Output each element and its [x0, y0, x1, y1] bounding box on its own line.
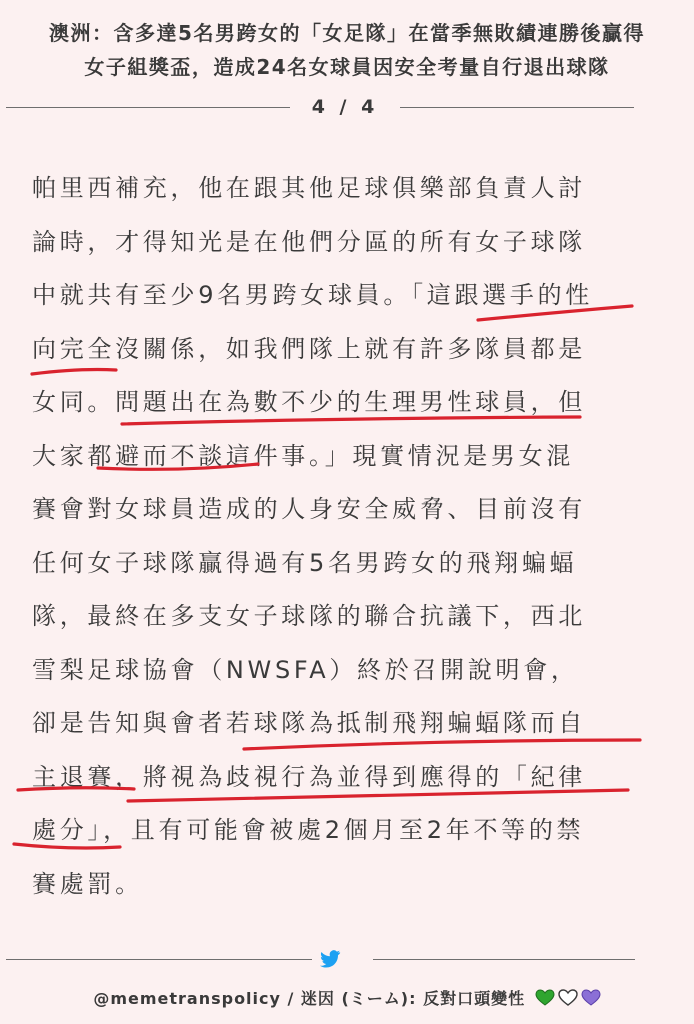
body-line: 雪梨足球協會（NWSFA）終於召開說明會，: [32, 655, 579, 684]
article-body: [32, 162, 638, 911]
body-line: 中就共有至少9名男跨女球員。「這跟選手的性: [32, 281, 593, 309]
white-heart-icon: [559, 990, 577, 1005]
credit-text: @memetranspolicy / 迷因 (ミーム): 反對口頭變性: [93, 989, 526, 1008]
body-line: 向完全沒關係，如我們隊上就有許多隊員都是: [32, 334, 586, 363]
twitter-bird-icon: [318, 948, 342, 970]
body-line: 主退賽，將視為歧視行為並得到應得的「紀律: [32, 762, 586, 791]
divider-right: [373, 959, 635, 960]
body-line: 大家都避而不談這件事。」現實情況是男女混: [32, 441, 574, 470]
footer-divider-row: [0, 948, 694, 972]
divider-right: [400, 107, 634, 108]
body-line: 賽處罰。: [32, 869, 143, 898]
title-line-1: 澳洲：含多達5名男跨女的「女足隊」在當季無敗績連勝後贏得: [49, 21, 645, 45]
body-line: 帕里西補充，他在跟其他足球俱樂部負責人討: [32, 174, 586, 202]
green-heart-icon: [536, 990, 554, 1005]
article-header: [0, 16, 694, 84]
body-line: 任何女子球隊贏得過有5名男跨女的飛翔蝙蝠: [32, 548, 578, 577]
body-line: 女同。問題出在為數不少的生理男性球員，但: [32, 388, 586, 416]
page-indicator: 4 / 4: [311, 96, 379, 118]
divider-left: [6, 959, 312, 960]
divider-left: [6, 107, 290, 108]
title-line-2: 女子組獎盃，造成24名女球員因安全考量自行退出球隊: [84, 55, 610, 79]
hearts-emoji-icon: [535, 989, 601, 1007]
purple-heart-icon: [582, 990, 600, 1005]
body-line: 隊，最終在多支女子球隊的聯合抗議下，西北: [32, 602, 586, 630]
body-line: 處分」，且有可能會被處2個月至2年不等的禁: [32, 816, 585, 844]
footer-credit: [0, 986, 694, 1012]
body-line: 賽會對女球員造成的人身安全威脅、目前沒有: [32, 495, 586, 523]
body-line: 卻是告知與會者若球隊為抵制飛翔蝙蝠隊而自: [32, 709, 586, 737]
page-indicator-row: [0, 95, 694, 119]
body-line: 論時，才得知光是在他們分區的所有女子球隊: [32, 227, 586, 256]
